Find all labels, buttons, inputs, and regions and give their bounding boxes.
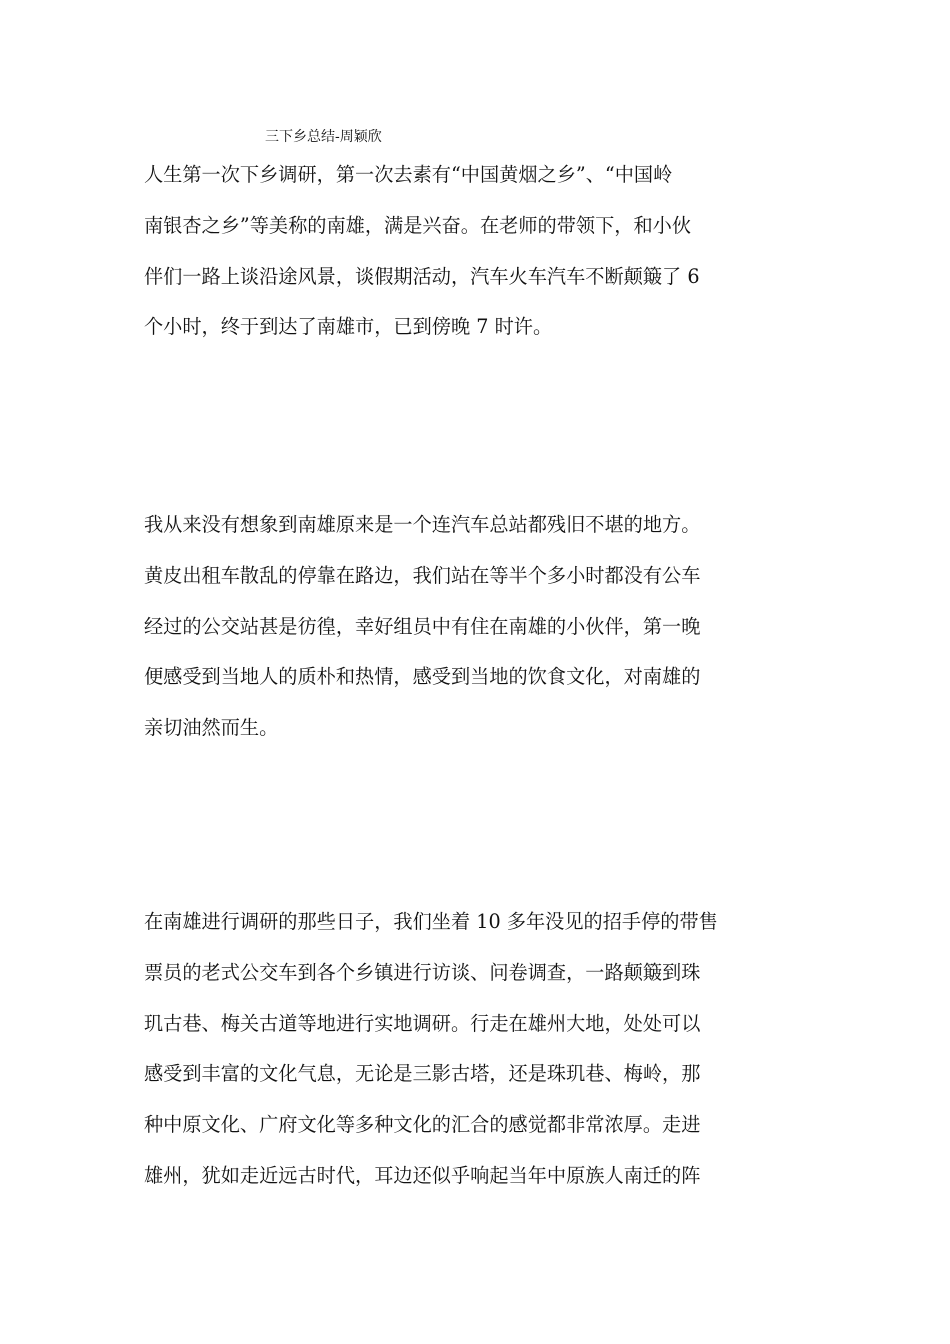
paragraph-line: 经过的公交站甚是彷徨，幸好组员中有住在南雄的小伙伴，第一晚 <box>144 614 701 638</box>
paragraph-line: 玑古巷、梅关古道等地进行实地调研。行走在雄州大地，处处可以 <box>144 1011 701 1035</box>
paragraph-line: 雄州，犹如走近远古时代，耳边还似乎响起当年中原族人南迁的阵 <box>144 1163 701 1187</box>
paragraph-line: 黄皮出租车散乱的停靠在路边，我们站在等半个多小时都没有公车 <box>144 563 701 587</box>
paragraph-line: 在南雄进行调研的那些日子，我们坐着 10 多年没见的招手停的带售 <box>144 910 718 933</box>
paragraph-line: 我从来没有想象到南雄原来是一个连汽车总站都残旧不堪的地方。 <box>144 513 701 536</box>
document-title: 三下乡总结-周颖欣 <box>265 129 382 145</box>
paragraph-line: 伴们一路上谈沿途风景，谈假期活动，汽车火车汽车不断颠簸了 6 <box>144 264 700 288</box>
paragraph-line: 便感受到当地人的质朴和热情，感受到当地的饮食文化，对南雄的 <box>144 665 701 689</box>
paragraph-research-days <box>144 897 718 1202</box>
paragraph-line: 感受到丰富的文化气息，无论是三影古塔，还是珠玑巷、梅岭，那 <box>144 1062 701 1086</box>
paragraph-line: 票员的老式公交车到各个乡镇进行访谈、问卷调查，一路颠簸到珠 <box>144 960 701 984</box>
paragraph-arrival <box>144 150 700 353</box>
paragraph-line: 南银杏之乡”等美称的南雄，满是兴奋。在老师的带领下，和小伙 <box>144 213 692 237</box>
paragraph-first-impression <box>144 500 700 754</box>
paragraph-line: 个小时，终于到达了南雄市，已到傍晚 7 时许。 <box>144 315 553 339</box>
paragraph-line: 种中原文化、广府文化等多种文化的汇合的感觉都非常浓厚。走进 <box>144 1113 701 1137</box>
paragraph-line: 亲切油然而生。 <box>144 716 279 740</box>
paragraph-line: 人生第一次下乡调研，第一次去素有“中国黄烟之乡”、“中国岭 <box>144 163 673 186</box>
